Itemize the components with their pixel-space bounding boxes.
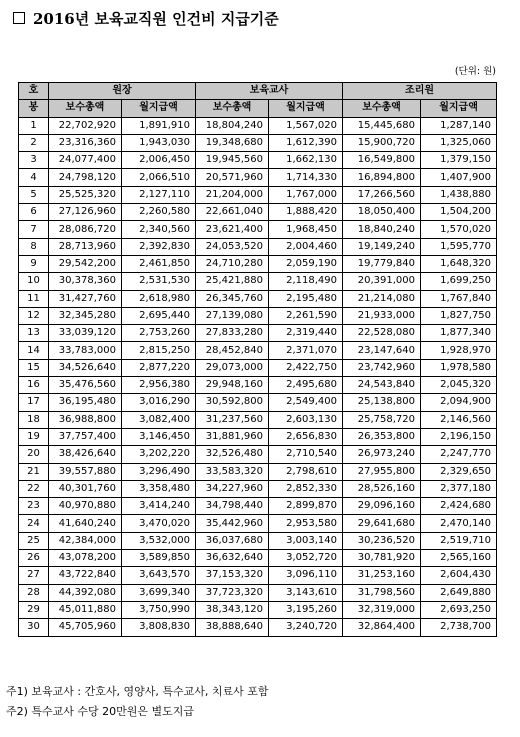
table-row — [19, 411, 497, 428]
teacher-monthly-cell: 1,662,130 — [269, 152, 343, 169]
teacher-annual-cell: 19,348,680 — [196, 134, 269, 151]
title-text: 2016년 보육교직원 인건비 지급기준 — [33, 9, 279, 28]
table-row — [19, 255, 497, 272]
table-row — [19, 532, 497, 549]
cook-monthly-cell: 1,648,320 — [421, 255, 497, 272]
table-row — [19, 169, 497, 186]
teacher-annual-cell: 24,710,280 — [196, 255, 269, 272]
table-row — [19, 428, 497, 445]
document-title — [13, 8, 279, 28]
cook-annual-cell: 16,549,800 — [343, 152, 421, 169]
director-monthly-cell: 2,127,110 — [122, 186, 196, 203]
teacher-monthly-cell: 2,899,870 — [269, 498, 343, 515]
teacher-monthly-cell: 3,195,260 — [269, 601, 343, 618]
table-row — [19, 342, 497, 359]
director-monthly-cell: 2,815,250 — [122, 342, 196, 359]
director-annual-cell: 24,798,120 — [49, 169, 122, 186]
director-annual-cell: 32,345,280 — [49, 307, 122, 324]
table-row — [19, 567, 497, 584]
table-row — [19, 134, 497, 151]
hobong-cell: 18 — [19, 411, 49, 428]
cook-annual-cell: 30,781,920 — [343, 550, 421, 567]
director-annual-cell: 22,702,920 — [49, 117, 122, 134]
teacher-monthly-cell: 1,888,420 — [269, 204, 343, 221]
cook-annual-cell: 15,445,680 — [343, 117, 421, 134]
director-annual-cell: 30,378,360 — [49, 273, 122, 290]
teacher-monthly-cell: 1,567,020 — [269, 117, 343, 134]
teacher-annual-cell: 36,037,680 — [196, 532, 269, 549]
teacher-monthly-cell: 2,059,190 — [269, 255, 343, 272]
director-annual-cell: 31,427,760 — [49, 290, 122, 307]
director-monthly-cell: 3,470,020 — [122, 515, 196, 532]
teacher-monthly-cell: 2,852,330 — [269, 480, 343, 497]
table-row — [19, 446, 497, 463]
table-row — [19, 238, 497, 255]
hobong-cell: 30 — [19, 619, 49, 636]
teacher-monthly-cell: 2,495,680 — [269, 377, 343, 394]
director-annual-cell: 24,077,400 — [49, 152, 122, 169]
footnotes — [6, 682, 268, 722]
cook-monthly-cell: 2,196,150 — [421, 428, 497, 445]
teacher-monthly-cell: 1,767,000 — [269, 186, 343, 203]
hobong-cell: 19 — [19, 428, 49, 445]
director-annual-cell: 36,988,800 — [49, 411, 122, 428]
group-header-director: 원장 — [49, 83, 196, 100]
hobong-cell: 26 — [19, 550, 49, 567]
director-annual-cell: 23,316,360 — [49, 134, 122, 151]
director-annual-cell: 40,301,760 — [49, 480, 122, 497]
cook-monthly-cell: 1,438,880 — [421, 186, 497, 203]
cook-annual-cell: 15,900,720 — [343, 134, 421, 151]
director-monthly-cell: 2,340,560 — [122, 221, 196, 238]
director-annual-cell: 43,722,840 — [49, 567, 122, 584]
cook-annual-cell: 23,742,960 — [343, 359, 421, 376]
salary-table — [18, 82, 497, 637]
cook-monthly-cell: 1,595,770 — [421, 238, 497, 255]
cook-annual-cell: 21,933,000 — [343, 307, 421, 324]
director-annual-cell: 42,384,000 — [49, 532, 122, 549]
cook-monthly-cell: 1,504,200 — [421, 204, 497, 221]
footnote: 주2) 특수교사 수당 20만원은 별도지급 — [6, 705, 195, 718]
table-row — [19, 377, 497, 394]
director-annual-cell: 41,640,240 — [49, 515, 122, 532]
hobong-header-bottom: 봉 — [19, 100, 49, 117]
cook-monthly-cell: 1,877,340 — [421, 325, 497, 342]
hobong-cell: 4 — [19, 169, 49, 186]
teacher-annual-cell: 18,804,240 — [196, 117, 269, 134]
teacher-annual-cell: 32,526,480 — [196, 446, 269, 463]
table-row — [19, 515, 497, 532]
cook-annual-cell: 23,147,640 — [343, 342, 421, 359]
hobong-cell: 20 — [19, 446, 49, 463]
director-annual-cell: 38,426,640 — [49, 446, 122, 463]
hobong-cell: 5 — [19, 186, 49, 203]
director-annual-cell: 37,757,400 — [49, 428, 122, 445]
teacher-monthly-cell: 3,096,110 — [269, 567, 343, 584]
table-row — [19, 359, 497, 376]
hobong-cell: 22 — [19, 480, 49, 497]
cook-monthly-cell: 2,693,250 — [421, 601, 497, 618]
cook-annual-cell: 18,840,240 — [343, 221, 421, 238]
hobong-cell: 14 — [19, 342, 49, 359]
table-row — [19, 584, 497, 601]
teacher-annual-cell: 21,204,000 — [196, 186, 269, 203]
cook-monthly-cell: 2,146,560 — [421, 411, 497, 428]
cook-monthly-cell: 1,407,900 — [421, 169, 497, 186]
teacher-monthly-cell: 1,714,330 — [269, 169, 343, 186]
director-annual-cell: 29,542,200 — [49, 255, 122, 272]
table-row — [19, 480, 497, 497]
teacher-annual-cell: 37,723,320 — [196, 584, 269, 601]
teacher-annual-cell: 34,798,440 — [196, 498, 269, 515]
hobong-cell: 6 — [19, 204, 49, 221]
director-monthly-cell: 3,808,830 — [122, 619, 196, 636]
table-row — [19, 186, 497, 203]
teacher-monthly-cell: 2,319,440 — [269, 325, 343, 342]
hobong-cell: 13 — [19, 325, 49, 342]
teacher-annual-cell: 20,571,960 — [196, 169, 269, 186]
cook-annual-cell: 25,138,800 — [343, 394, 421, 411]
teacher-monthly-cell: 3,240,720 — [269, 619, 343, 636]
table-row — [19, 619, 497, 636]
subheader-monthly-pay: 월지급액 — [269, 100, 343, 117]
director-monthly-cell: 2,531,530 — [122, 273, 196, 290]
teacher-annual-cell: 37,153,320 — [196, 567, 269, 584]
cook-monthly-cell: 2,045,320 — [421, 377, 497, 394]
cook-monthly-cell: 2,329,650 — [421, 463, 497, 480]
director-monthly-cell: 3,016,290 — [122, 394, 196, 411]
teacher-annual-cell: 31,237,560 — [196, 411, 269, 428]
teacher-monthly-cell: 3,052,720 — [269, 550, 343, 567]
teacher-annual-cell: 30,592,800 — [196, 394, 269, 411]
director-annual-cell: 25,525,320 — [49, 186, 122, 203]
hobong-cell: 11 — [19, 290, 49, 307]
cook-annual-cell: 24,543,840 — [343, 377, 421, 394]
teacher-annual-cell: 19,945,560 — [196, 152, 269, 169]
director-monthly-cell: 2,877,220 — [122, 359, 196, 376]
hobong-cell: 2 — [19, 134, 49, 151]
hobong-cell: 24 — [19, 515, 49, 532]
director-monthly-cell: 3,589,850 — [122, 550, 196, 567]
table-row — [19, 498, 497, 515]
cook-monthly-cell: 1,928,970 — [421, 342, 497, 359]
cook-annual-cell: 21,214,080 — [343, 290, 421, 307]
cook-monthly-cell: 1,699,250 — [421, 273, 497, 290]
table-row — [19, 601, 497, 618]
director-annual-cell: 34,526,640 — [49, 359, 122, 376]
teacher-annual-cell: 28,452,840 — [196, 342, 269, 359]
hobong-cell: 15 — [19, 359, 49, 376]
cook-monthly-cell: 1,287,140 — [421, 117, 497, 134]
director-monthly-cell: 3,699,340 — [122, 584, 196, 601]
cook-annual-cell: 19,149,240 — [343, 238, 421, 255]
teacher-monthly-cell: 2,371,070 — [269, 342, 343, 359]
teacher-annual-cell: 33,583,320 — [196, 463, 269, 480]
cook-monthly-cell: 2,377,180 — [421, 480, 497, 497]
teacher-monthly-cell: 2,195,480 — [269, 290, 343, 307]
cook-monthly-cell: 2,247,770 — [421, 446, 497, 463]
hobong-cell: 12 — [19, 307, 49, 324]
director-monthly-cell: 3,643,570 — [122, 567, 196, 584]
teacher-annual-cell: 38,888,640 — [196, 619, 269, 636]
cook-monthly-cell: 1,767,840 — [421, 290, 497, 307]
cook-monthly-cell: 2,424,680 — [421, 498, 497, 515]
footnote: 주1) 보육교사 : 간호사, 영양사, 특수교사, 치료사 포함 — [6, 685, 269, 698]
cook-monthly-cell: 1,827,750 — [421, 307, 497, 324]
checkbox-icon — [13, 12, 25, 24]
teacher-monthly-cell: 1,612,390 — [269, 134, 343, 151]
hobong-cell: 1 — [19, 117, 49, 134]
cook-annual-cell: 19,779,840 — [343, 255, 421, 272]
cook-annual-cell: 25,758,720 — [343, 411, 421, 428]
teacher-monthly-cell: 2,656,830 — [269, 428, 343, 445]
director-monthly-cell: 3,532,000 — [122, 532, 196, 549]
director-annual-cell: 28,713,960 — [49, 238, 122, 255]
director-monthly-cell: 3,358,480 — [122, 480, 196, 497]
director-monthly-cell: 2,066,510 — [122, 169, 196, 186]
subheader-annual-total: 보수총액 — [49, 100, 122, 117]
hobong-cell: 8 — [19, 238, 49, 255]
director-annual-cell: 28,086,720 — [49, 221, 122, 238]
director-annual-cell: 27,126,960 — [49, 204, 122, 221]
director-monthly-cell: 2,956,380 — [122, 377, 196, 394]
director-annual-cell: 45,705,960 — [49, 619, 122, 636]
cook-monthly-cell: 2,738,700 — [421, 619, 497, 636]
teacher-annual-cell: 29,073,000 — [196, 359, 269, 376]
teacher-monthly-cell: 2,549,400 — [269, 394, 343, 411]
teacher-annual-cell: 27,833,280 — [196, 325, 269, 342]
hobong-header-top: 호 — [19, 83, 49, 100]
teacher-annual-cell: 25,421,880 — [196, 273, 269, 290]
hobong-cell: 29 — [19, 601, 49, 618]
teacher-annual-cell: 23,621,400 — [196, 221, 269, 238]
director-monthly-cell: 2,753,260 — [122, 325, 196, 342]
director-annual-cell: 40,970,880 — [49, 498, 122, 515]
table-row — [19, 221, 497, 238]
director-monthly-cell: 2,392,830 — [122, 238, 196, 255]
teacher-monthly-cell: 1,968,450 — [269, 221, 343, 238]
hobong-cell: 17 — [19, 394, 49, 411]
teacher-monthly-cell: 2,710,540 — [269, 446, 343, 463]
table-body — [19, 117, 497, 636]
teacher-annual-cell: 27,139,080 — [196, 307, 269, 324]
teacher-annual-cell: 29,948,160 — [196, 377, 269, 394]
director-monthly-cell: 2,260,580 — [122, 204, 196, 221]
director-monthly-cell: 2,618,980 — [122, 290, 196, 307]
director-monthly-cell: 3,146,450 — [122, 428, 196, 445]
table-row — [19, 273, 497, 290]
director-annual-cell: 45,011,880 — [49, 601, 122, 618]
teacher-annual-cell: 34,227,960 — [196, 480, 269, 497]
group-header-cook: 조리원 — [343, 83, 497, 100]
director-monthly-cell: 3,414,240 — [122, 498, 196, 515]
cook-monthly-cell: 2,565,160 — [421, 550, 497, 567]
director-annual-cell: 39,557,880 — [49, 463, 122, 480]
teacher-annual-cell: 35,442,960 — [196, 515, 269, 532]
hobong-cell: 23 — [19, 498, 49, 515]
table-row — [19, 117, 497, 134]
cook-monthly-cell: 1,570,020 — [421, 221, 497, 238]
cook-monthly-cell: 2,649,880 — [421, 584, 497, 601]
teacher-annual-cell: 38,343,120 — [196, 601, 269, 618]
teacher-monthly-cell: 2,261,590 — [269, 307, 343, 324]
subheader-annual-total: 보수총액 — [196, 100, 269, 117]
director-annual-cell: 44,392,080 — [49, 584, 122, 601]
cook-annual-cell: 28,526,160 — [343, 480, 421, 497]
cook-annual-cell: 31,798,560 — [343, 584, 421, 601]
subheader-annual-total: 보수총액 — [343, 100, 421, 117]
director-monthly-cell: 3,296,490 — [122, 463, 196, 480]
teacher-annual-cell: 36,632,640 — [196, 550, 269, 567]
table-row — [19, 325, 497, 342]
hobong-cell: 7 — [19, 221, 49, 238]
subheader-monthly-pay: 월지급액 — [122, 100, 196, 117]
director-monthly-cell: 3,750,990 — [122, 601, 196, 618]
cook-annual-cell: 32,319,000 — [343, 601, 421, 618]
unit-label: (단위: 원) — [454, 66, 496, 77]
teacher-monthly-cell: 3,143,610 — [269, 584, 343, 601]
teacher-monthly-cell: 2,118,490 — [269, 273, 343, 290]
director-monthly-cell: 2,695,440 — [122, 307, 196, 324]
teacher-annual-cell: 22,661,040 — [196, 204, 269, 221]
table-row — [19, 307, 497, 324]
teacher-annual-cell: 31,881,960 — [196, 428, 269, 445]
cook-annual-cell: 22,528,080 — [343, 325, 421, 342]
cook-annual-cell: 32,864,400 — [343, 619, 421, 636]
director-monthly-cell: 1,943,030 — [122, 134, 196, 151]
director-monthly-cell: 3,202,220 — [122, 446, 196, 463]
table-row — [19, 463, 497, 480]
cook-monthly-cell: 1,978,580 — [421, 359, 497, 376]
cook-annual-cell: 17,266,560 — [343, 186, 421, 203]
group-header-teacher: 보육교사 — [196, 83, 343, 100]
teacher-monthly-cell: 2,603,130 — [269, 411, 343, 428]
cook-annual-cell: 31,253,160 — [343, 567, 421, 584]
director-monthly-cell: 1,891,910 — [122, 117, 196, 134]
teacher-monthly-cell: 2,004,460 — [269, 238, 343, 255]
teacher-monthly-cell: 3,003,140 — [269, 532, 343, 549]
table-row — [19, 394, 497, 411]
hobong-cell: 9 — [19, 255, 49, 272]
cook-annual-cell: 26,973,240 — [343, 446, 421, 463]
director-monthly-cell: 2,006,450 — [122, 152, 196, 169]
hobong-cell: 21 — [19, 463, 49, 480]
subheader-monthly-pay: 월지급액 — [421, 100, 497, 117]
teacher-monthly-cell: 2,953,580 — [269, 515, 343, 532]
table-row — [19, 152, 497, 169]
table-row — [19, 204, 497, 221]
hobong-cell: 25 — [19, 532, 49, 549]
director-annual-cell: 33,039,120 — [49, 325, 122, 342]
cook-monthly-cell: 1,325,060 — [421, 134, 497, 151]
cook-monthly-cell: 2,519,710 — [421, 532, 497, 549]
director-monthly-cell: 2,461,850 — [122, 255, 196, 272]
table-row — [19, 550, 497, 567]
cook-annual-cell: 16,894,800 — [343, 169, 421, 186]
teacher-monthly-cell: 2,422,750 — [269, 359, 343, 376]
teacher-annual-cell: 26,345,760 — [196, 290, 269, 307]
director-monthly-cell: 3,082,400 — [122, 411, 196, 428]
table-row — [19, 290, 497, 307]
cook-annual-cell: 30,236,520 — [343, 532, 421, 549]
cook-annual-cell: 26,353,800 — [343, 428, 421, 445]
hobong-cell: 10 — [19, 273, 49, 290]
director-annual-cell: 35,476,560 — [49, 377, 122, 394]
cook-annual-cell: 20,391,000 — [343, 273, 421, 290]
cook-monthly-cell: 2,470,140 — [421, 515, 497, 532]
director-annual-cell: 33,783,000 — [49, 342, 122, 359]
cook-annual-cell: 29,096,160 — [343, 498, 421, 515]
cook-annual-cell: 27,955,800 — [343, 463, 421, 480]
hobong-cell: 3 — [19, 152, 49, 169]
hobong-cell: 16 — [19, 377, 49, 394]
director-annual-cell: 36,195,480 — [49, 394, 122, 411]
teacher-annual-cell: 24,053,520 — [196, 238, 269, 255]
director-annual-cell: 43,078,200 — [49, 550, 122, 567]
hobong-cell: 27 — [19, 567, 49, 584]
cook-monthly-cell: 2,604,430 — [421, 567, 497, 584]
cook-annual-cell: 29,641,680 — [343, 515, 421, 532]
hobong-cell: 28 — [19, 584, 49, 601]
cook-monthly-cell: 2,094,900 — [421, 394, 497, 411]
cook-monthly-cell: 1,379,150 — [421, 152, 497, 169]
teacher-monthly-cell: 2,798,610 — [269, 463, 343, 480]
cook-annual-cell: 18,050,400 — [343, 204, 421, 221]
